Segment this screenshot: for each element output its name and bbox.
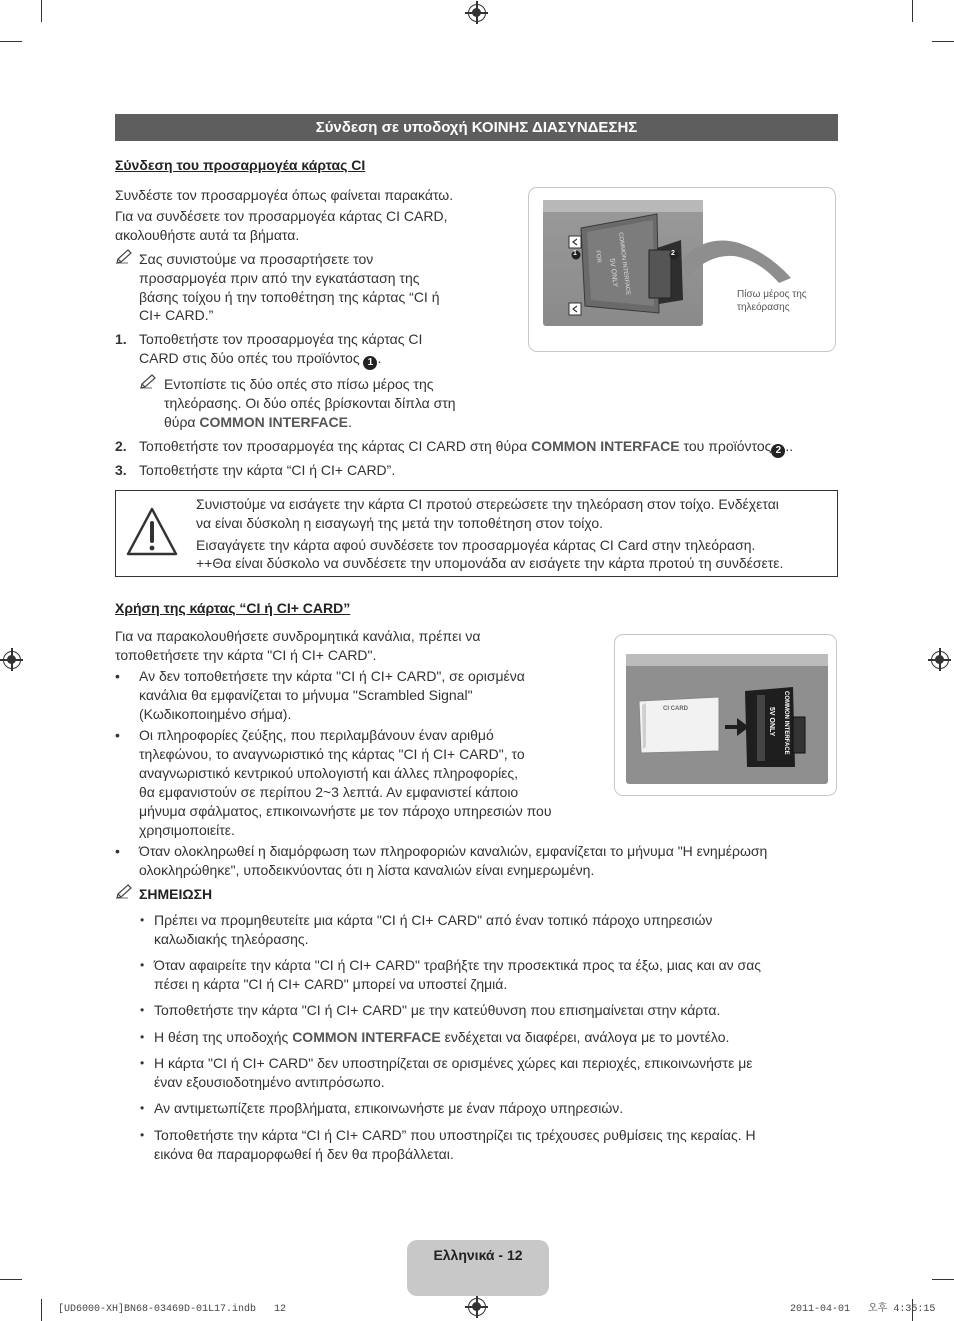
registration-mark-icon [931,651,949,669]
figure-ci-card [614,634,837,796]
card-label: FOR [594,250,602,264]
bullet: • [140,1003,145,1017]
note-item-text: Τοποθετήστε την κάρτα "CI ή CI+ CARD" με την κατεύθυνση που επισημαίνεται στην κάρτα. [154,1002,721,1018]
bullet-text: Αν δεν τοποθετήσετε την κάρτα "CI ή CI+ CARD", σε ορισμένα [139,668,525,684]
crop-mark [932,1279,954,1280]
note-text: CI+ CARD.” [139,307,214,323]
ci-card-illustration [615,635,838,797]
page-number-tab: Ελληνικά - 12 [407,1240,549,1296]
bullet-text: τηλεφώνου, το αναγνωριστικό της κάρτας "CI ή CI+ CARD", το [139,746,525,762]
step-text: Τοποθετήστε την κάρτα “CI ή CI+ CARD”. [139,462,396,478]
section-heading: Χρήση της κάρτας “CI ή CI+ CARD” [115,600,351,616]
registration-mark-icon [468,1298,486,1316]
bullet: • [140,1128,145,1142]
bullet: • [115,727,120,743]
bullet-text: θα εμφανιστούν σε περίπου 2~3 λεπτά. Αν εμφανιστεί κάποιο [139,784,519,800]
note-item-text: Όταν αφαιρείτε την κάρτα "CI ή CI+ CARD" τραβήξτε την προσεκτικά προς τα έξω, μιας και αν σας [154,957,762,973]
note-item-body: Η θέση της υποδοχής [154,1029,289,1045]
intro-text: τοποθετήσετε την κάρτα "CI ή CI+ CARD". [115,647,377,663]
note-item-text: πέσει η κάρτα "CI ή CI+ CARD" μπορεί να υποστεί ζημιά. [154,976,508,992]
section-banner: Σύνδεση σε υποδοχή ΚΟΙΝΗΣ ΔΙΑΣΥΝΔΕΣΗΣ [115,114,838,141]
note-label: ΣΗΜΕΙΩΣΗ [139,886,213,902]
bullet-text: Όταν ολοκληρωθεί η διαμόρφωση των πληροφοριών καναλιών, εμφανίζεται το μήνυμα "Η ενημέρωση [139,843,768,859]
step-number: 3. [115,462,127,478]
pencil-icon [115,884,135,900]
ci-adapter-illustration [529,188,837,353]
step-text: Τοποθετήστε τον προσαρμογέα της κάρτας CI CARD στη θύρα COMMON INTERFACE του προϊόντος 2 .. [139,438,794,456]
step-text-body: CARD στις δύο οπές του προϊόντος [139,350,360,366]
warning-text: να είναι δύσκολη η εισαγωγή της μετά την τοποθέτηση στον τοίχο. [196,515,604,531]
bullet-text: Οι πληροφορίες ζεύξης, που περιλαμβάνουν έναν αριθμό [139,727,494,743]
note-item-text: καλωδιακής τηλεόρασης. [154,931,309,947]
intro-text: Για να παρακολουθήσετε συνδρομητικά κανάλια, πρέπει να [115,628,481,644]
pencil-icon [139,374,159,390]
warning-triangle-icon [124,505,180,559]
figure-caption: Πίσω μέρος της [737,289,807,300]
figure-marker-1: 1 [573,250,577,257]
footer-date: 2011-04-01 오후 4:35:15 [790,1304,936,1315]
bullet: • [140,1056,145,1070]
warning-text: Εισαγάγετε την κάρτα αφού συνδέσετε τον προσαρμογέα κάρτας CI Card στην τηλεόραση. [196,537,756,553]
crop-mark [0,1279,22,1280]
bullet: • [140,1030,145,1044]
bullet: • [140,958,145,972]
note-item-text: Πρέπει να προμηθευτείτε μια κάρτα "CI ή CI+ CARD" από έναν τοπικό πάροχο υπηρεσιών [154,912,713,928]
figure-caption: τηλεόρασης [737,302,790,313]
crop-mark [912,0,913,22]
bullet-text: ολοκληρώθηκε", υποδεικνύοντας ότι η λίστα καναλιών είναι ενημερωμένη. [139,862,595,878]
note-item-text [154,1028,729,1047]
step-text-body: του προϊόντος [683,438,772,454]
registration-mark-icon [3,651,21,669]
note-text: τηλεόρασης. Οι δύο οπές βρίσκονται δίπλα στη [164,395,456,411]
step-text: CARD στις δύο οπές του προϊόντος 1 . [139,350,382,368]
note-item-text: Η κάρτα "CI ή CI+ CARD" δεν υποστηρίζεται σε ορισμένες χώρες και περιοχές, επικοινωνήστε με [154,1055,753,1071]
intro-text: ακολουθήστε αυτά τα βήματα. [115,227,300,243]
step-number: 1. [115,331,127,347]
footer-file-info: [UD6000-XH]BN68-03469D-01L17.indb 12 [58,1304,287,1315]
note-item-text: εικόνα θα παραμορφωθεί ή δεν θα προβάλλεται. [154,1146,454,1162]
note-text: βάσης τοίχου ή την τοποθέτηση της κάρτας “CI ή [139,289,440,305]
bullet: • [140,913,145,927]
common-interface-term: COMMON INTERFACE [292,1029,441,1045]
bullet-text: χρησιμοποιείτε. [139,822,235,838]
crop-mark [932,41,954,42]
figure-ci-adapter [528,187,836,352]
bullet-text: κανάλια θα εμφανίζεται το μήνυμα "Scrambled Signal" [139,687,473,703]
marker-2: 2 [771,444,785,458]
card-label: 5V ONLY [768,707,775,737]
note-text-body: θύρα [164,414,196,430]
bullet-text: μήνυμα σφάλματος, επικοινωνήστε με τον πάροχο υπηρεσιών που [139,803,552,819]
note-text: Εντοπίστε τις δύο οπές στο πίσω μέρος της [164,376,434,392]
card-label: COMMON INTERFACE [783,691,789,755]
bullet: • [140,1101,145,1115]
bullet: • [115,668,120,684]
note-item-text: Τοποθετήστε την κάρτα “CI ή CI+ CARD” που υποστηρίζει τις τρέχουσες ρυθμίσεις της κεραίας. Η [154,1127,756,1143]
warning-text: Συνιστούμε να εισάγετε την κάρτα CI προτού στερεώσετε την τηλεόραση στον τοίχο. Ενδέχεται [196,496,779,512]
step-text-body: Τοποθετήστε τον προσαρμογέα της κάρτας CI CARD στη θύρα [139,438,528,454]
pencil-icon [115,249,135,265]
note-item-body: ενδέχεται να διαφέρει, ανάλογα με το μοντέλο. [444,1029,730,1045]
note-text: Σας συνιστούμε να προσαρτήσετε τον [139,251,374,267]
bullet-text: αναγνωριστικό κεντρικού υπολογιστή και άλλες πληροφορίες, [139,765,519,781]
card-label: COMMON INTERFACE [617,232,631,296]
common-interface-term: COMMON INTERFACE [199,414,348,430]
bullet: • [115,843,120,859]
note-text: προσαρμογέα πριν από την εγκατάσταση της [139,270,420,286]
card-label: 5V ONLY [608,258,619,288]
section-heading: Σύνδεση του προσαρμογέα κάρτας CI [115,157,366,173]
common-interface-term: COMMON INTERFACE [531,438,680,454]
step-text: Τοποθετήστε τον προσαρμογέα της κάρτας CI [139,331,423,347]
note-text: θύρα COMMON INTERFACE. [164,414,352,430]
crop-mark [41,1299,42,1321]
intro-text: Συνδέστε τον προσαρμογέα όπως φαίνεται παρακάτω. [115,187,454,203]
crop-mark [41,0,42,22]
bullet-text: (Κωδικοποιημένο σήμα). [139,706,292,722]
marker-1: 1 [363,356,377,370]
intro-text: Για να συνδέσετε τον προσαρμογέα κάρτας CI CARD, [115,208,448,224]
warning-text: ++Θα είναι δύσκολο να συνδέσετε την υπομονάδα αν εισάγετε την κάρτα προτού τη συνδέσετε. [196,555,784,571]
note-item-text: Αν αντιμετωπίζετε προβλήματα, επικοινωνήστε με έναν πάροχο υπηρεσιών. [154,1100,624,1116]
registration-mark-icon [468,4,486,22]
note-item-text: έναν εξουσιοδοτημένο αντιπρόσωπο. [154,1074,385,1090]
crop-mark [0,41,22,42]
step-number: 2. [115,438,127,454]
figure-marker-2: 2 [671,250,675,257]
card-label: CI CARD [663,706,688,712]
